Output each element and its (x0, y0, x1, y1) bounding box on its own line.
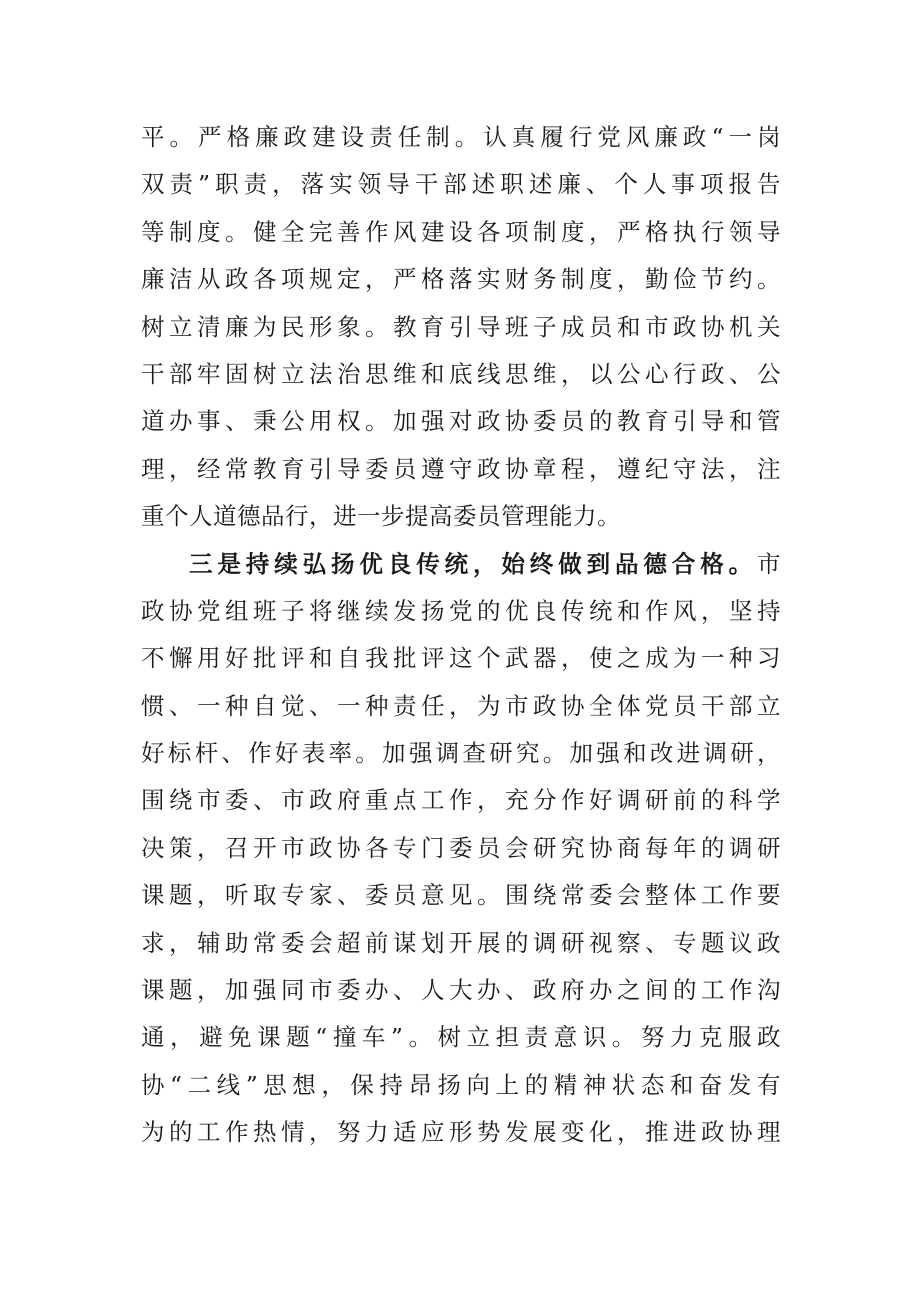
text-line: 重个人道德品行，进一步提高委员管理能力。 (141, 502, 621, 531)
paragraph-1 (141, 114, 781, 541)
text-line: 好标杆、作好表率。加强调查研究。加强和改进调研， (141, 739, 781, 768)
paragraph-2-first-line (141, 541, 781, 588)
text-line: 平。严格廉政建设责任制。认真履行党风廉政“一岗 (141, 123, 781, 151)
text-line: 等制度。健全完善作风建设各项制度，严格执行领导 (141, 217, 781, 246)
heading-continuation: 市 (757, 549, 781, 578)
text-line: 不懈用好批评和自我批评这个武器，使之成为一种习 (141, 644, 781, 673)
text-line: 干部牢固树立法治思维和底线思维，以公心行政、公 (141, 359, 781, 388)
text-line: 为的工作热情，努力适应形势发展变化，推进政协理 (141, 1118, 781, 1147)
body-text (141, 114, 781, 1157)
text-line: 决策，召开市政协各专门委员会研究协商每年的调研 (141, 833, 781, 862)
text-line: 廉洁从政各项规定，严格落实财务制度，勤俭节约。 (141, 265, 781, 294)
text-line: 课题，听取专家、委员意见。围绕常委会整体工作要 (141, 881, 781, 910)
text-line: 协“二线”思想，保持昂扬向上的精神状态和奋发有 (141, 1070, 781, 1099)
text-line: 课题，加强同市委办、人大办、政府办之间的工作沟 (141, 976, 781, 1005)
text-line: 双责”职责，落实领导干部述职述廉、个人事项报告 (141, 170, 781, 199)
paragraph-heading: 三是持续弘扬优良传统，始终做到品德合格。 (189, 549, 757, 578)
text-line: 树立清廉为民形象。教育引导班子成员和市政协机关 (141, 312, 781, 341)
text-line: 政协党组班子将继续发扬党的优良传统和作风，坚持 (141, 596, 781, 625)
text-line: 通，避免课题“撞车”。树立担责意识。努力克服政 (141, 1023, 781, 1052)
text-line: 求，辅助常委会超前谋划开展的调研视察、专题议政 (141, 928, 781, 957)
text-line: 惯、一种自觉、一种责任，为市政协全体党员干部立 (141, 691, 781, 720)
paragraph-2 (141, 541, 781, 1157)
text-line: 围绕市委、市政府重点工作，充分作好调研前的科学 (141, 786, 781, 815)
text-line: 道办事、秉公用权。加强对政协委员的教育引导和管 (141, 407, 781, 436)
text-line: 理，经常教育引导委员遵守政协章程，遵纪守法，注 (141, 454, 781, 483)
